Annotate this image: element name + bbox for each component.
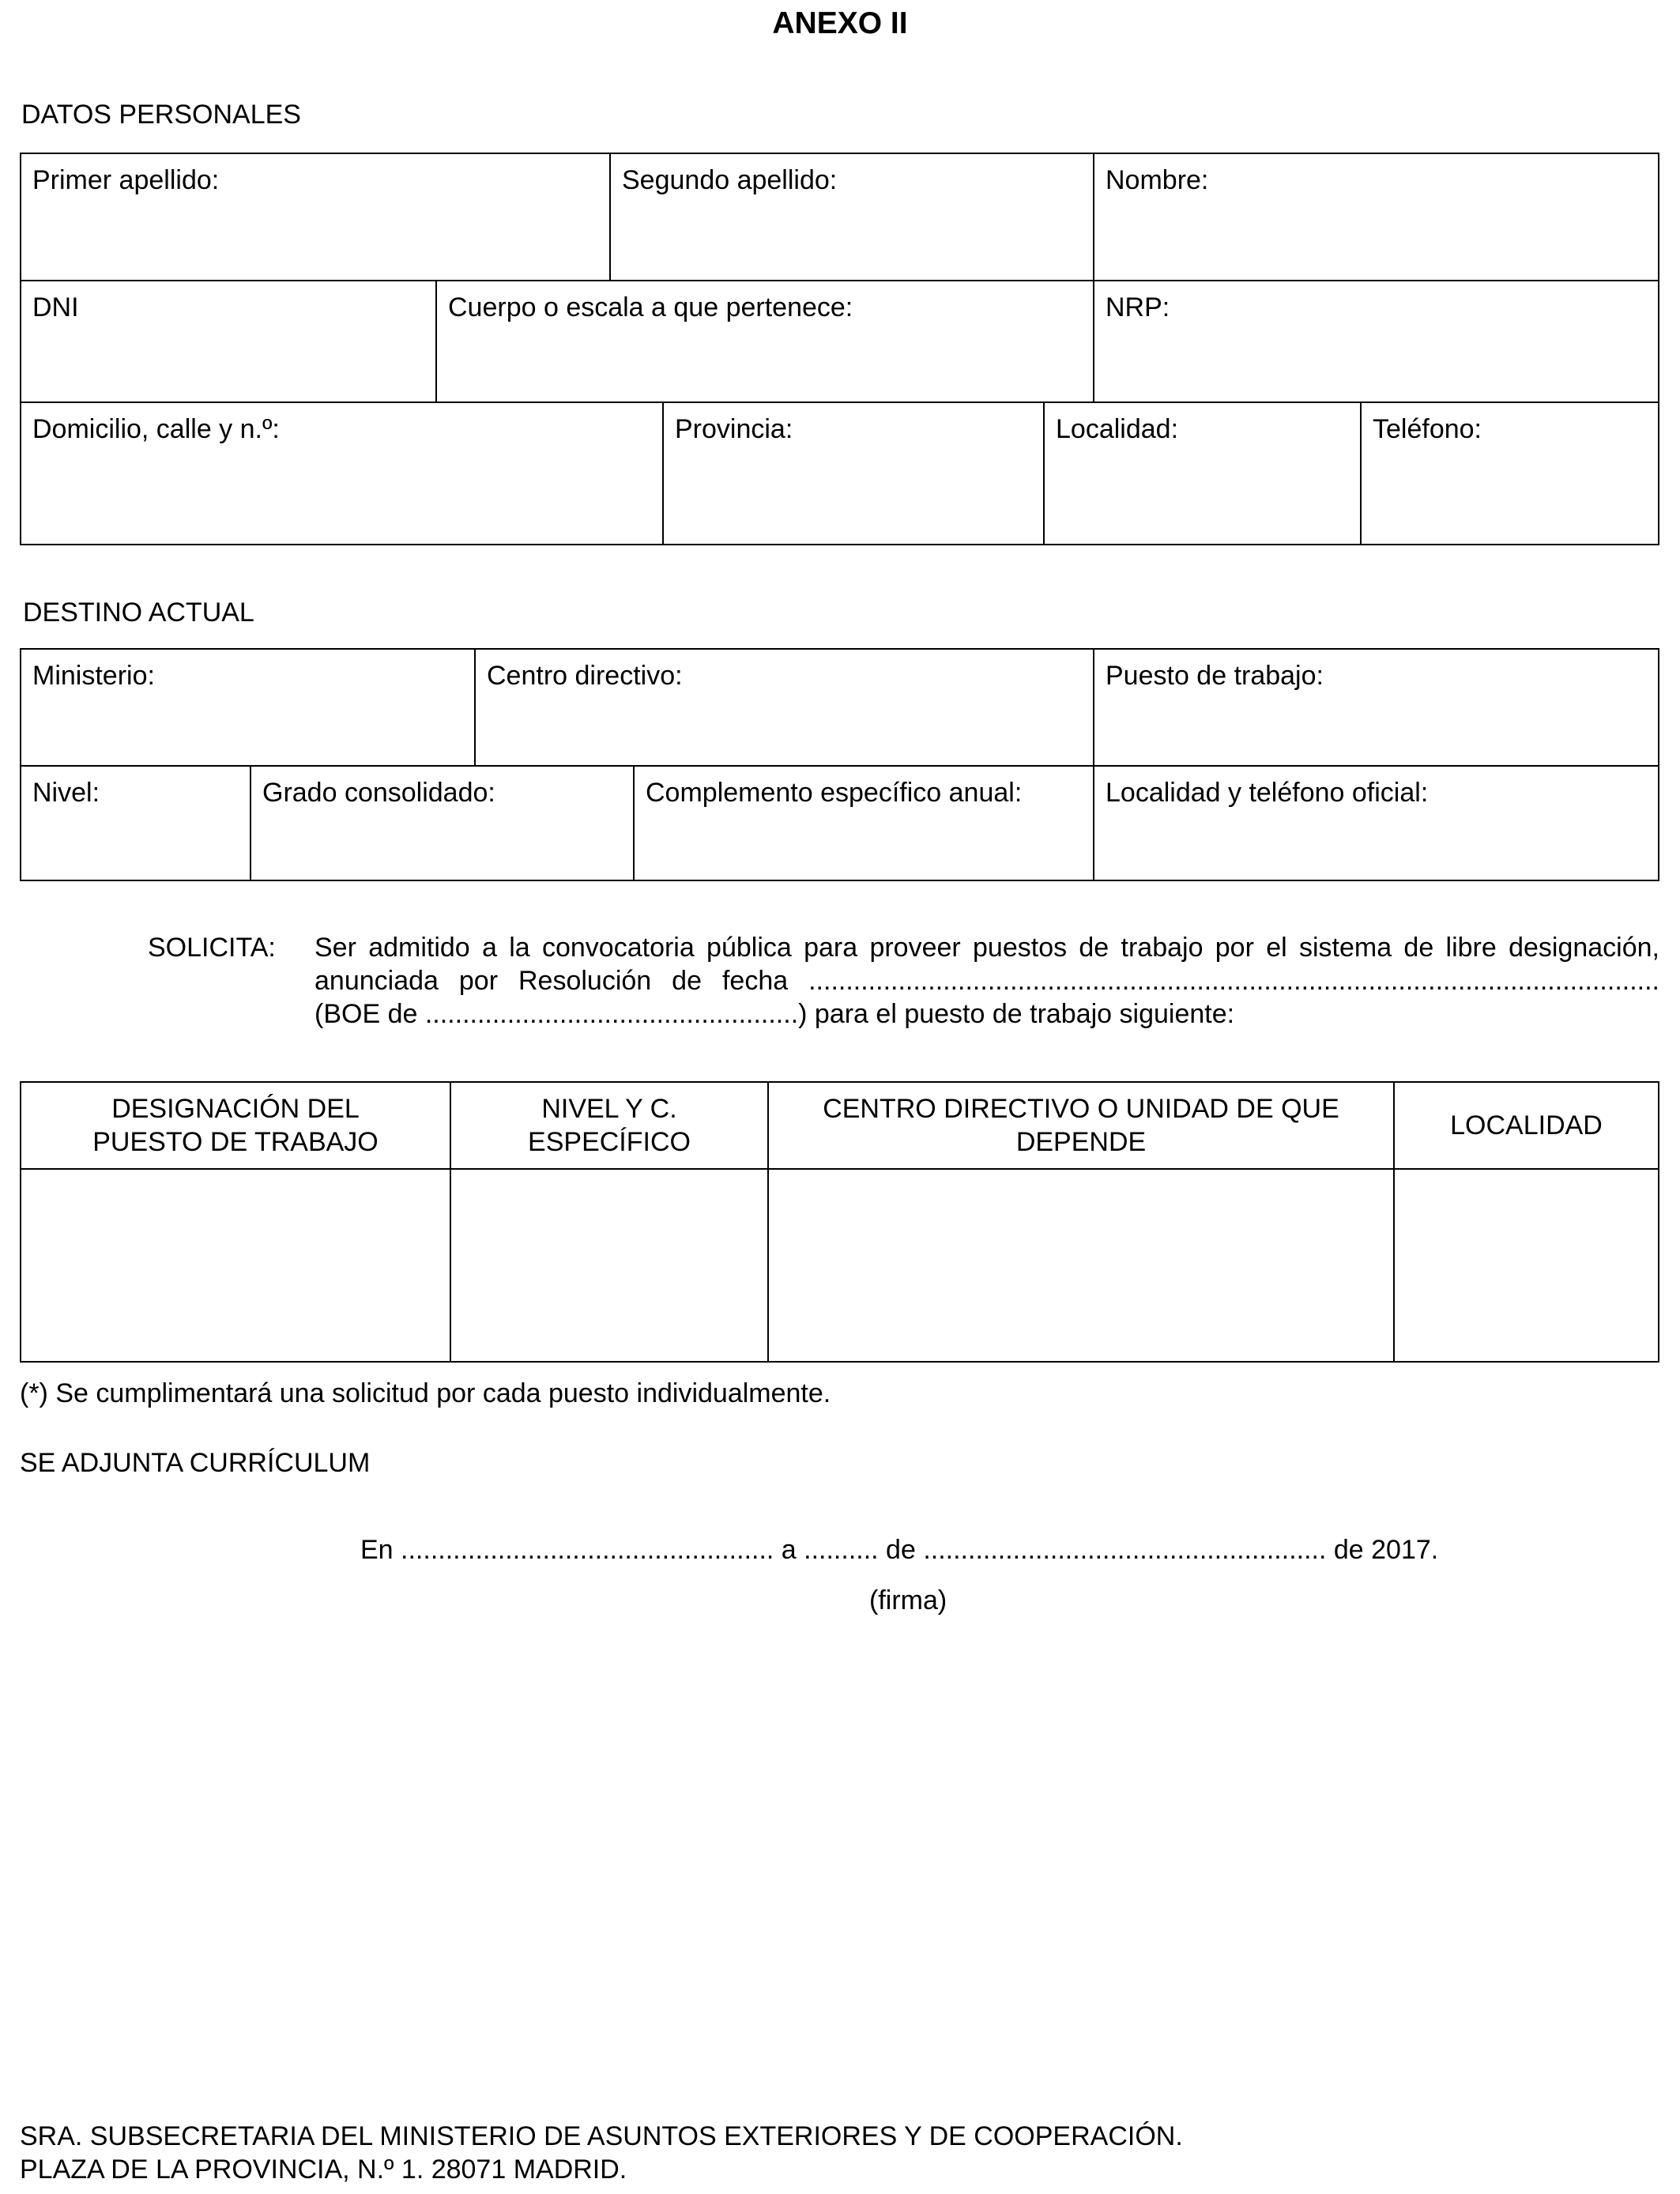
- field-complemento-especifico[interactable]: [633, 765, 1094, 881]
- field-dni[interactable]: [20, 280, 437, 403]
- field-label: Ministerio:: [32, 661, 155, 691]
- field-localidad[interactable]: [1043, 401, 1362, 545]
- table-header-nivel: [450, 1081, 769, 1170]
- solicita-line-2: anunciada por Resolución de fecha ..................................................................................................................: [315, 966, 1659, 996]
- field-cuerpo-escala[interactable]: [435, 280, 1094, 403]
- table-cell-nivel[interactable]: [450, 1168, 769, 1363]
- field-grado-consolidado[interactable]: [250, 765, 635, 881]
- solicita-text: [315, 931, 1659, 1031]
- field-label: Puesto de trabajo:: [1106, 661, 1324, 691]
- field-label: DNI: [32, 292, 79, 322]
- field-telefono[interactable]: [1360, 401, 1659, 545]
- field-label: Localidad y teléfono oficial:: [1106, 778, 1429, 808]
- field-label: Segundo apellido:: [622, 165, 838, 195]
- field-localidad-telefono-oficial[interactable]: [1093, 765, 1659, 881]
- fecha-line: En .................................................. a .......... de ...................................................... de 2017.: [360, 1535, 1439, 1565]
- field-label: Nombre:: [1106, 165, 1209, 195]
- destinatario-line-2: PLAZA DE LA PROVINCIA, N.º 1. 28071 MADRID.: [20, 2154, 627, 2185]
- table-cell-designacion[interactable]: [20, 1168, 451, 1363]
- field-centro-directivo[interactable]: [474, 648, 1094, 767]
- field-label: Domicilio, calle y n.º:: [32, 414, 280, 444]
- field-primer-apellido[interactable]: [20, 153, 611, 281]
- header-label: CENTRO DIRECTIVO O UNIDAD DE QUE DEPENDE: [823, 1094, 1339, 1157]
- solicita-line-1: Ser admitido a la convocatoria pública para proveer puestos de trabajo por el sistema de libre designación,: [315, 933, 1659, 963]
- field-label: Provincia:: [675, 414, 793, 444]
- field-provincia[interactable]: [662, 401, 1045, 545]
- destino-actual-heading: DESTINO ACTUAL: [23, 598, 254, 628]
- header-label: NIVEL Y C. ESPECÍFICO: [528, 1094, 691, 1157]
- table-header-designacion: [20, 1081, 451, 1170]
- table-cell-localidad[interactable]: [1393, 1168, 1659, 1363]
- field-label: Localidad:: [1056, 414, 1179, 444]
- field-label: Primer apellido:: [32, 165, 220, 195]
- adjunta-curriculum: SE ADJUNTA CURRÍCULUM: [20, 1448, 371, 1478]
- solicita-line-3: (BOE de ..................................................) para el puesto de trabajo siguiente:: [315, 999, 1235, 1029]
- nota-text: (*) Se cumplimentará una solicitud por cada puesto individualmente.: [20, 1378, 831, 1408]
- field-label: Complemento específico anual:: [646, 778, 1023, 808]
- destinatario-line-1: SRA. SUBSECRETARIA DEL MINISTERIO DE ASUNTOS EXTERIORES Y DE COOPERACIÓN.: [20, 2121, 1183, 2151]
- field-domicilio[interactable]: [20, 401, 664, 545]
- document-title: ANEXO II: [772, 6, 908, 40]
- firma-label: (firma): [869, 1585, 947, 1615]
- datos-personales-heading: DATOS PERSONALES: [21, 100, 301, 130]
- field-nrp[interactable]: [1093, 280, 1659, 403]
- field-ministerio[interactable]: [20, 648, 476, 767]
- field-label: NRP:: [1106, 292, 1170, 322]
- field-label: Cuerpo o escala a que pertenece:: [448, 292, 853, 322]
- solicita-label: SOLICITA:: [148, 933, 276, 963]
- field-label: Centro directivo:: [487, 661, 683, 691]
- table-cell-centro[interactable]: [767, 1168, 1395, 1363]
- table-header-localidad: [1393, 1081, 1659, 1170]
- field-label: Grado consolidado:: [262, 778, 495, 808]
- field-nivel[interactable]: [20, 765, 251, 881]
- field-segundo-apellido[interactable]: [609, 153, 1094, 281]
- field-label: Nivel:: [32, 778, 100, 808]
- table-header-centro: [767, 1081, 1395, 1170]
- header-label: DESIGNACIÓN DEL PUESTO DE TRABAJO: [92, 1094, 379, 1157]
- header-label: LOCALIDAD: [1450, 1110, 1603, 1140]
- field-nombre[interactable]: [1093, 153, 1659, 281]
- field-puesto-trabajo[interactable]: [1093, 648, 1659, 767]
- field-label: Teléfono:: [1373, 414, 1482, 444]
